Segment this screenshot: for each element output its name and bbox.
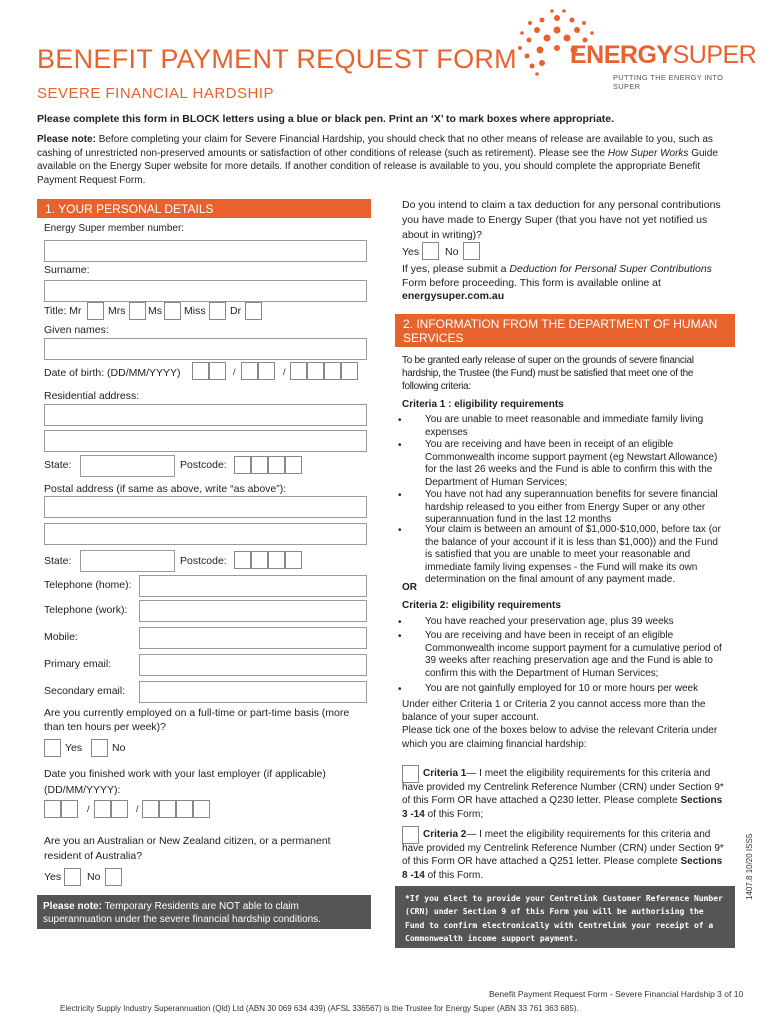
dob-slash-1: / <box>233 367 236 377</box>
dob-month-boxes[interactable] <box>241 362 275 385</box>
postal-postcode-boxes[interactable] <box>234 551 302 574</box>
version-code: 1407.8 10/20 ISS5 <box>745 833 754 900</box>
tel-home-label: Telephone (home): <box>44 579 132 591</box>
c2-bullet-2: • <box>398 631 402 642</box>
c1-bullet-4: • <box>398 525 402 536</box>
employed-question: Are you currently employed on a full-time or part-time basis (more than ten hours per week)? <box>44 707 350 733</box>
tax-no-checkbox[interactable] <box>463 242 480 260</box>
finished-slash-2: / <box>136 804 139 814</box>
or-label: OR <box>402 582 417 593</box>
postal-line-2[interactable] <box>44 523 367 545</box>
dob-slash-2: / <box>283 367 286 377</box>
citizen-no-checkbox[interactable] <box>105 868 122 886</box>
mobile-field[interactable] <box>139 627 367 649</box>
state-field[interactable] <box>80 455 175 477</box>
c1-item-3: You have not had any superannuation benefits for severe financial hardship released to you either from Energy Super or any other superannuation fund in the last 12 months <box>425 489 718 526</box>
c1-item-2: You are receiving and have been in receipt of an eligible Commonwealth income support payment (eg Newstart Allowance) for the last 26 weeks and the Fund is able to confirm this with the Department of Human Services; <box>425 439 718 488</box>
dob-year-boxes[interactable] <box>290 362 358 385</box>
please-note-intro: Please note: Before completing your claim for Severe Financial Hardship, you should check that no other means of release are available to you, such as cashing of unrestricted non-preserved amounts or satisfaction of other conditions of release (such as retirement). Please see the How Super Works Guide available on the Energy Super website for more details. If another condition of release is available to you, you should complete the appropriate Benefit Payment Request Form. <box>37 134 718 186</box>
finished-year-boxes[interactable] <box>142 800 210 823</box>
employed-no-label: No <box>112 742 126 754</box>
tel-work-field[interactable] <box>139 600 367 622</box>
surname-label: Surname: <box>44 264 90 276</box>
c2-item-3: You are not gainfully employed for 10 or more hours per week <box>425 683 699 694</box>
criteria2-title: Criteria 2: eligibility requirements <box>402 600 561 611</box>
residential-label: Residential address: <box>44 390 140 402</box>
primary-email-label: Primary email: <box>44 658 112 670</box>
citizen-yes-checkbox[interactable] <box>64 868 81 886</box>
title-miss-label: Miss <box>184 305 206 317</box>
form-title: BENEFIT PAYMENT REQUEST FORM <box>37 44 517 74</box>
residential-line-2[interactable] <box>44 430 367 452</box>
energy-super-logo <box>512 8 757 91</box>
secondary-email-label: Secondary email: <box>44 685 126 697</box>
form-subtitle: SEVERE FINANCIAL HARDSHIP <box>37 85 274 102</box>
title-ms-checkbox[interactable] <box>164 302 181 320</box>
temporary-residents-note: Please note: Temporary Residents are NOT able to claim superannuation under the severe financial hardship conditions. <box>37 895 371 929</box>
criteria1-option-text: Criteria 1— I meet the eligibility requirements for this criteria and have provided my Centrelink Reference Number (CRN) under Section 9* of this Form OR have attached a Q230 letter. Please complete Sections 3 -14 of this Form; <box>402 768 724 820</box>
tax-yes-checkbox[interactable] <box>422 242 439 260</box>
postal-state-field[interactable] <box>80 550 175 572</box>
postcode-label: Postcode: <box>180 459 227 471</box>
tel-home-field[interactable] <box>139 575 367 597</box>
title-miss-checkbox[interactable] <box>209 302 226 320</box>
logo-wordmark: ENERGYSUPER <box>570 41 757 69</box>
footer-page: Benefit Payment Request Form - Severe Financial Hardship 3 of 10 <box>489 989 744 999</box>
member-number-label: Energy Super member number: <box>44 223 185 234</box>
criteria1-title: Criteria 1 : eligibility requirements <box>402 399 564 410</box>
primary-email-field[interactable] <box>139 654 367 676</box>
title-mrs-label: Mrs <box>108 305 126 317</box>
finished-slash-1: / <box>87 804 90 814</box>
member-number-field[interactable] <box>44 240 367 262</box>
c1-bullet-1: • <box>398 415 402 426</box>
finished-work-label: Date you finished work with your last employer (if applicable) <box>44 768 326 780</box>
title-mr-checkbox[interactable] <box>87 302 104 320</box>
tax-no-label: No <box>445 246 459 258</box>
citizen-question: Are you an Australian or New Zealand citizen, or a permanent resident of Australia? <box>44 835 331 862</box>
c1-item-4: Your claim is between an amount of $1,000-$10,000, before tax (or the balance of your account if it is less than $1,000)) and the Fund is satisfied that you are unable to meet your reasonable and immediate family living expenses - the Fund will make its own determination on the final amount of any payment made. <box>425 524 721 586</box>
residential-line-1[interactable] <box>44 404 367 426</box>
tel-work-label: Telephone (work): <box>44 604 128 616</box>
employed-yes-checkbox[interactable] <box>44 739 61 757</box>
finished-day-boxes[interactable] <box>44 800 78 823</box>
tax-if-yes-text: If yes, please submit a Deduction for Personal Super Contributions Form before proceeding. This form is available online at energysuper.com.au <box>402 263 712 302</box>
section1-heading: 1. YOUR PERSONAL DETAILS <box>37 199 371 218</box>
section2-intro: To be granted early release of super on the grounds of severe financial hardship, the Trustee (the Fund) must be satisfied that meet one of the following criteria: <box>402 355 694 392</box>
section2-heading: 2. INFORMATION FROM THE DEPARTMENT OF HUMAN SERVICES <box>395 314 735 347</box>
citizen-yes-label: Yes <box>44 871 62 883</box>
given-names-label: Given names: <box>44 324 109 336</box>
postal-postcode-label: Postcode: <box>180 555 227 567</box>
tax-yes-label: Yes <box>402 246 420 258</box>
surname-field[interactable] <box>44 280 367 302</box>
tick-one-text: Please tick one of the boxes below to advise the relevant Criteria under which you are claiming financial hardship: <box>402 725 718 750</box>
title-mr-label: Title: Mr <box>44 305 82 317</box>
postal-line-1[interactable] <box>44 496 367 518</box>
crn-note: *If you elect to provide your Centrelink Customer Reference Number (CRN) under Section 9 of this Form you will be authorising the Fund to confirm electronically with Centrelink your receipt of a Commonwealth income support payment. <box>395 886 735 948</box>
logo-tagline: PUTTING THE ENERGY INTO SUPER <box>613 73 724 91</box>
under-either-text: Under either Criteria 1 or Criteria 2 you cannot access more than the balance of your super account. <box>402 699 706 723</box>
mobile-label: Mobile: <box>44 631 78 643</box>
dob-day-boxes[interactable] <box>192 362 226 385</box>
c2-item-1: You have reached your preservation age, plus 39 weeks <box>425 616 674 627</box>
title-dr-label: Dr <box>230 305 242 317</box>
employed-yes-label: Yes <box>65 742 83 754</box>
title-mrs-checkbox[interactable] <box>129 302 146 320</box>
secondary-email-field[interactable] <box>139 681 367 703</box>
footer-trustee: Electricity Supply Industry Superannuation (Qld) Ltd (ABN 30 069 634 439) (AFSL 336567) is the Trustee for Energy Super (ABN 33 761 363 685). <box>60 1004 579 1013</box>
finished-month-boxes[interactable] <box>94 800 128 823</box>
finished-work-format: (DD/MM/YYYY): <box>44 784 121 796</box>
postal-label: Postal address (if same as above, write “as above”): <box>44 483 287 495</box>
tax-question: Do you intend to claim a tax deduction for any personal contributions you have made to Energy Super (that you have not yet notified us about in writing)? <box>402 199 721 241</box>
c1-bullet-2: • <box>398 440 402 451</box>
given-names-field[interactable] <box>44 338 367 360</box>
c2-bullet-1: • <box>398 617 402 628</box>
c1-bullet-3: • <box>398 490 402 501</box>
dob-label: Date of birth: (DD/MM/YYYY) <box>44 367 181 379</box>
c2-bullet-3: • <box>398 684 402 695</box>
title-ms-label: Ms <box>148 305 162 317</box>
instructions: Please complete this form in BLOCK letters using a blue or black pen. Print an ‘X’ to mark boxes where appropriate. <box>37 113 615 125</box>
c2-item-2: You are receiving and have been in receipt of an eligible Commonwealth income support payment for a cumulative period of 39 weeks after reaching preservation age and the Fund is able to confirm this with the Department of Human Services; <box>425 630 722 679</box>
c1-item-1: You are unable to meet reasonable and immediate family living expenses <box>425 414 704 438</box>
title-dr-checkbox[interactable] <box>245 302 262 320</box>
criteria2-option-text: Criteria 2— I meet the eligibility requirements for this criteria and have provided my Centrelink Reference Number (CRN) under Section 9* of this Form OR have attached a Q251 letter. Please complete Sections 8 -14 of this Form. <box>402 829 724 881</box>
employed-no-checkbox[interactable] <box>91 739 108 757</box>
citizen-no-label: No <box>87 871 101 883</box>
state-label: State: <box>44 459 72 471</box>
postcode-boxes[interactable] <box>234 456 302 479</box>
postal-state-label: State: <box>44 555 72 567</box>
